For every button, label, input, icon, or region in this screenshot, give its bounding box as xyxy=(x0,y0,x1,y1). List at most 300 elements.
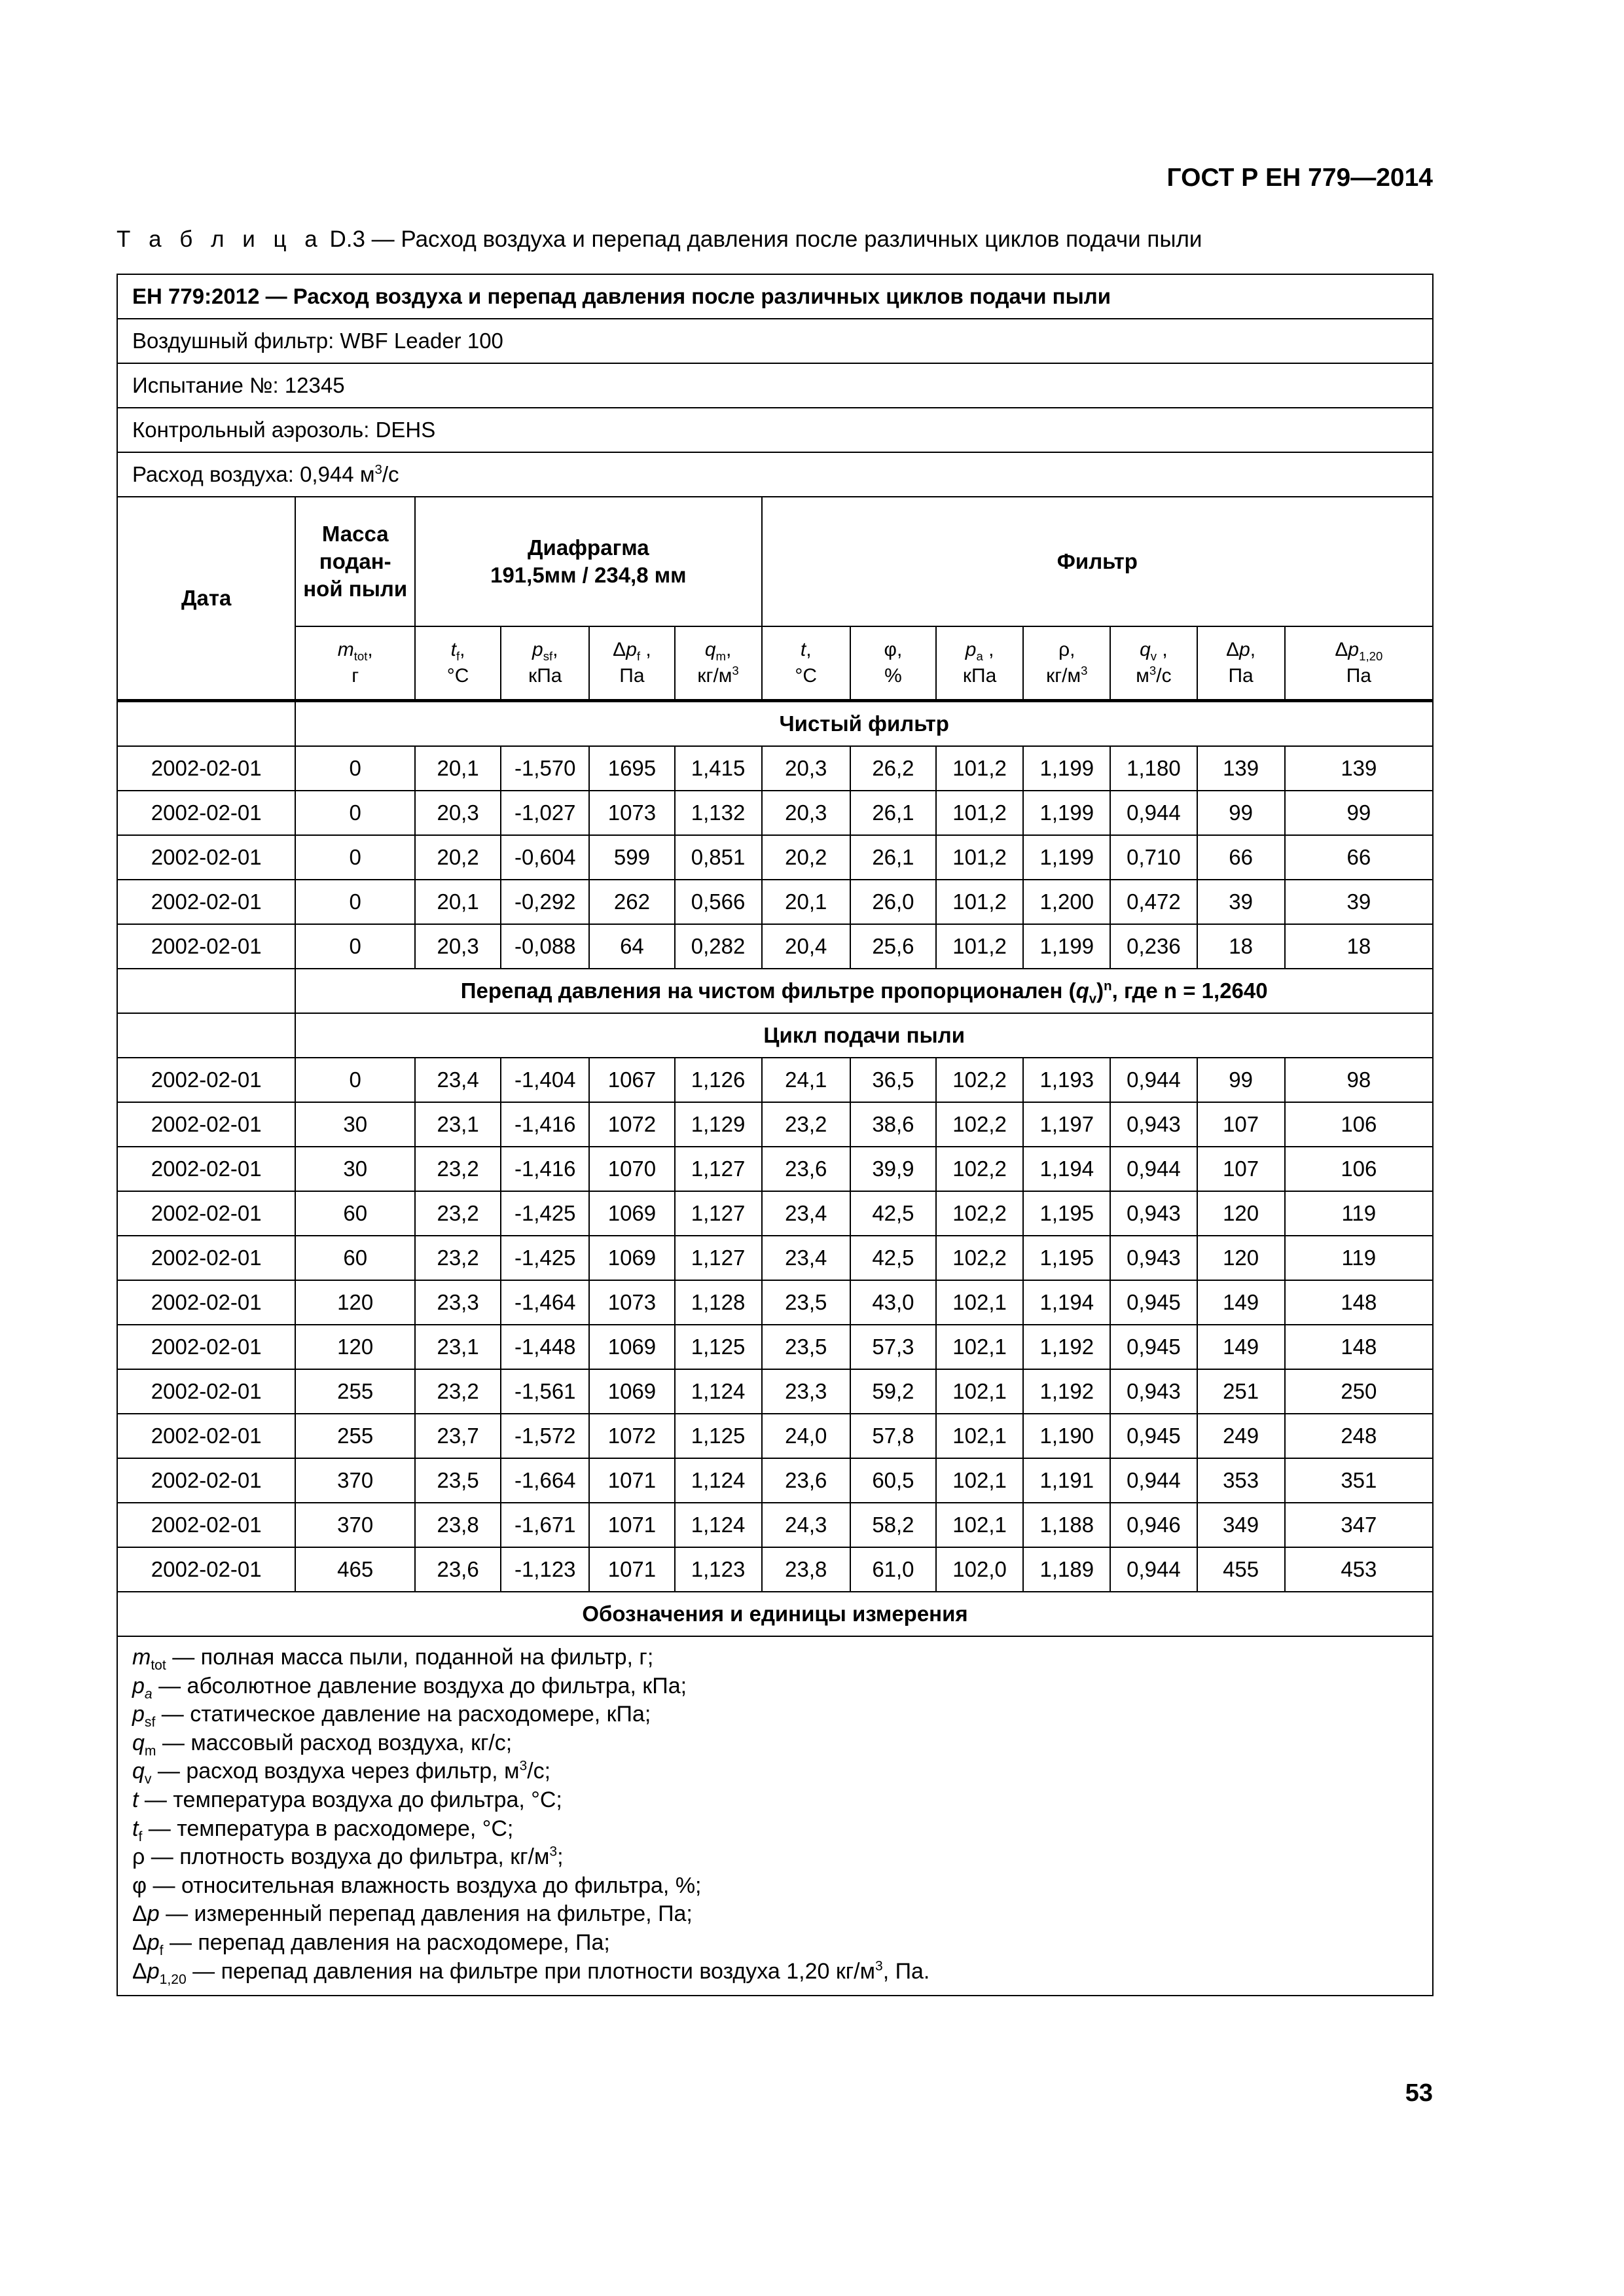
table-row xyxy=(117,1236,1433,1280)
table-cell: 20,3 xyxy=(415,791,501,835)
table-cell: 43,0 xyxy=(850,1280,936,1325)
table-cell: 255 xyxy=(295,1414,415,1458)
table-row xyxy=(117,1414,1433,1458)
table-row xyxy=(117,1191,1433,1236)
table-cell: 106 xyxy=(1285,1102,1433,1147)
table-cell: 120 xyxy=(295,1280,415,1325)
table-cell: -1,464 xyxy=(501,1280,589,1325)
table-caption xyxy=(117,226,1202,253)
table-cell: 57,8 xyxy=(850,1414,936,1458)
table-cell: 102,1 xyxy=(936,1503,1023,1547)
info-aerosol: Контрольный аэрозоль: DEHS xyxy=(117,408,1433,452)
table-row xyxy=(117,1369,1433,1414)
table-cell: 60 xyxy=(295,1236,415,1280)
table-cell: 1,190 xyxy=(1023,1414,1110,1458)
table-cell: 99 xyxy=(1197,791,1285,835)
unit-pa: кПа xyxy=(962,665,997,687)
col-qm: $q_m$, $кг/м^3$ xyxy=(675,626,762,701)
table-cell: 1,199 xyxy=(1023,746,1110,791)
table-cell: 1,123 xyxy=(675,1547,762,1592)
table-cell: 1,125 xyxy=(675,1414,762,1458)
unit-rho-sup: 3 xyxy=(1081,664,1088,677)
table-cell: 107 xyxy=(1197,1102,1285,1147)
table-cell: 26,2 xyxy=(850,746,936,791)
table-cell: 1,191 xyxy=(1023,1458,1110,1503)
table-cell: 102,2 xyxy=(936,1058,1023,1102)
table-cell: 99 xyxy=(1197,1058,1285,1102)
table-cell: 1,193 xyxy=(1023,1058,1110,1102)
unit-t: °C xyxy=(795,665,818,687)
table-cell: 1069 xyxy=(589,1236,674,1280)
table-cell: 0,944 xyxy=(1110,1147,1197,1191)
col-dp: Δp, Па xyxy=(1197,626,1285,701)
table-cell: 1,199 xyxy=(1023,791,1110,835)
table-cell: 23,2 xyxy=(415,1147,501,1191)
table-cell: 26,1 xyxy=(850,835,936,880)
legend-dp120: $\Delta p_{1,20}$ — перепад давления на фильтре при плотности воздуха 1,20 $кг/м^3$, Па. xyxy=(132,1958,930,1987)
table-cell: 102,2 xyxy=(936,1102,1023,1147)
legend-phi: φ — относительная влажность воздуха до фильтра, %; xyxy=(132,1873,702,1898)
table-row xyxy=(117,835,1433,880)
unit-qm: кг/м xyxy=(697,665,732,687)
table-cell: -1,416 xyxy=(501,1102,589,1147)
table-cell: 1,195 xyxy=(1023,1236,1110,1280)
unit-phi: % xyxy=(884,665,902,687)
table-cell: 18 xyxy=(1285,924,1433,969)
table-cell: 2002-02-01 xyxy=(117,791,295,835)
table-row xyxy=(117,1325,1433,1369)
header-filter: Фильтр xyxy=(762,497,1433,626)
table-cell: 148 xyxy=(1285,1280,1433,1325)
table-cell: 58,2 xyxy=(850,1503,936,1547)
table-cell: -0,088 xyxy=(501,924,589,969)
table-cell: 347 xyxy=(1285,1503,1433,1547)
table-cell: -1,671 xyxy=(501,1503,589,1547)
table-cell: 1,124 xyxy=(675,1458,762,1503)
table-cell: 57,3 xyxy=(850,1325,936,1369)
table-cell: 39,9 xyxy=(850,1147,936,1191)
table-cell: 1,127 xyxy=(675,1147,762,1191)
table-cell: 99 xyxy=(1285,791,1433,835)
table-cell: -0,604 xyxy=(501,835,589,880)
table-cell: 1,194 xyxy=(1023,1280,1110,1325)
table-row xyxy=(117,1547,1433,1592)
table-cell: 0 xyxy=(295,791,415,835)
table-cell: 101,2 xyxy=(936,791,1023,835)
col-rho: ρ, $кг/м^3$ xyxy=(1023,626,1110,701)
table-row xyxy=(117,924,1433,969)
table-cell: 23,3 xyxy=(415,1280,501,1325)
table-cell: 23,6 xyxy=(762,1458,850,1503)
table-cell: 149 xyxy=(1197,1280,1285,1325)
table-cell: 353 xyxy=(1197,1458,1285,1503)
table-cell: 1067 xyxy=(589,1058,674,1102)
legend-dpf: $\Delta p_f$ — перепад давления на расходомере, Па; xyxy=(132,1929,610,1958)
table-cell: -1,664 xyxy=(501,1458,589,1503)
table-row xyxy=(117,1503,1433,1547)
table-cell: 1,126 xyxy=(675,1058,762,1102)
col-mtot: $m_{tot}$, г xyxy=(295,626,415,701)
table-row xyxy=(117,1058,1433,1102)
table-cell: 119 xyxy=(1285,1236,1433,1280)
table-cell: 23,4 xyxy=(762,1191,850,1236)
table-cell: 0 xyxy=(295,1058,415,1102)
legend-qv: $q_v$ — расход воздуха через фильтр, $м^3/с$; xyxy=(132,1759,551,1787)
legend-tf: $t_f$ — температура в расходомере, °С; xyxy=(132,1816,514,1844)
header-diaphragm xyxy=(415,497,762,626)
col-pa: $p_a$ , кПа xyxy=(936,626,1023,701)
table-cell: 24,1 xyxy=(762,1058,850,1102)
table-cell: 36,5 xyxy=(850,1058,936,1102)
table-cell: 64 xyxy=(589,924,674,969)
caption-text: D.3 — Расход воздуха и перепад давления после различных циклов подачи пыли xyxy=(329,226,1202,252)
table-cell: 1071 xyxy=(589,1503,674,1547)
table-cell: 119 xyxy=(1285,1191,1433,1236)
legend-dp: Δp — измеренный перепад давления на фильтре, Па; xyxy=(132,1901,693,1927)
table-cell: 2002-02-01 xyxy=(117,1191,295,1236)
table-cell: 1,199 xyxy=(1023,835,1110,880)
table-cell: 23,8 xyxy=(415,1503,501,1547)
table-cell: 1069 xyxy=(589,1325,674,1369)
table-cell: 102,2 xyxy=(936,1147,1023,1191)
table-cell: 2002-02-01 xyxy=(117,1102,295,1147)
table-cell: -1,123 xyxy=(501,1547,589,1592)
table-cell: 0,944 xyxy=(1110,1058,1197,1102)
table-cell: 0,282 xyxy=(675,924,762,969)
table-cell: 20,4 xyxy=(762,924,850,969)
table-cell: 2002-02-01 xyxy=(117,1280,295,1325)
table-cell: 250 xyxy=(1285,1369,1433,1414)
table-cell: 1,127 xyxy=(675,1236,762,1280)
table-cell: 2002-02-01 xyxy=(117,1325,295,1369)
table-cell: 102,1 xyxy=(936,1325,1023,1369)
legend-t: t — температура воздуха до фильтра, °С; xyxy=(132,1787,562,1812)
col-t: t, °C xyxy=(762,626,850,701)
table-cell: 251 xyxy=(1197,1369,1285,1414)
table-cell: 1072 xyxy=(589,1102,674,1147)
table-cell: 23,5 xyxy=(762,1280,850,1325)
table-cell: 107 xyxy=(1197,1147,1285,1191)
table-cell: 23,8 xyxy=(762,1547,850,1592)
table-cell: 66 xyxy=(1285,835,1433,880)
page-number: 53 xyxy=(1405,2079,1433,2107)
table-cell: 20,1 xyxy=(415,880,501,924)
table-cell: 18 xyxy=(1197,924,1285,969)
unit-qv-sup: 3 xyxy=(1149,664,1157,677)
table-cell: 1,415 xyxy=(675,746,762,791)
table-cell: 0 xyxy=(295,746,415,791)
legend-block xyxy=(117,1636,1433,1996)
unit-qm-sup: 3 xyxy=(732,664,739,677)
table-cell: -1,425 xyxy=(501,1236,589,1280)
unit-psf: кПа xyxy=(528,665,562,687)
table-cell: 20,1 xyxy=(762,880,850,924)
section-clean: Чистый фильтр xyxy=(295,701,1433,747)
table-cell: 453 xyxy=(1285,1547,1433,1592)
table-cell: 98 xyxy=(1285,1058,1433,1102)
table-cell: 23,7 xyxy=(415,1414,501,1458)
table-cell: 2002-02-01 xyxy=(117,880,295,924)
table-cell: 139 xyxy=(1285,746,1433,791)
unit-tf: °C xyxy=(446,665,469,687)
table-cell: 23,6 xyxy=(762,1147,850,1191)
table-cell: 60,5 xyxy=(850,1458,936,1503)
table-cell: 1,189 xyxy=(1023,1547,1110,1592)
table-cell: 2002-02-01 xyxy=(117,1547,295,1592)
table-cell: 2002-02-01 xyxy=(117,835,295,880)
table-cell: 2002-02-01 xyxy=(117,1147,295,1191)
table-cell: -1,572 xyxy=(501,1414,589,1458)
table-row xyxy=(117,1458,1433,1503)
table-cell: 102,0 xyxy=(936,1547,1023,1592)
table-cell: 23,5 xyxy=(415,1458,501,1503)
table-cell: 101,2 xyxy=(936,835,1023,880)
table-cell: 1071 xyxy=(589,1547,674,1592)
table-cell: 120 xyxy=(295,1325,415,1369)
unit-rho: кг/м xyxy=(1046,665,1081,687)
table-cell: 1,132 xyxy=(675,791,762,835)
table-cell: 465 xyxy=(295,1547,415,1592)
table-cell: 42,5 xyxy=(850,1236,936,1280)
table-cell: 0,945 xyxy=(1110,1280,1197,1325)
table-cell: 0,943 xyxy=(1110,1236,1197,1280)
caption-label: Т а б л и ц а xyxy=(117,226,323,252)
table-row xyxy=(117,1147,1433,1191)
proportional-text: Перепад давления на чистом фильтре пропорционален ( xyxy=(460,978,1076,1003)
table-cell: 1073 xyxy=(589,1280,674,1325)
legend-rho: ρ — плотность воздуха до фильтра, $кг/м^3$; xyxy=(132,1844,564,1870)
proportional-exponent: , где n = 1,2640 xyxy=(1111,978,1268,1003)
table-cell: 61,0 xyxy=(850,1547,936,1592)
table-cell: 1,128 xyxy=(675,1280,762,1325)
table-cell: 102,1 xyxy=(936,1369,1023,1414)
legend-pa: $p_a$ — абсолютное давление воздуха до фильтра, кПа; xyxy=(132,1673,687,1702)
table-cell: 66 xyxy=(1197,835,1285,880)
table-cell: 39 xyxy=(1197,880,1285,924)
table-cell: 0,943 xyxy=(1110,1102,1197,1147)
section-cycle: Цикл подачи пыли xyxy=(295,1013,1433,1058)
table-cell: 1069 xyxy=(589,1369,674,1414)
table-cell: 39 xyxy=(1285,880,1433,924)
airflow-sup: 3 xyxy=(374,462,382,477)
table-cell: 1,124 xyxy=(675,1503,762,1547)
header-diaphragm-size: 191,5мм / 234,8 мм xyxy=(490,563,687,587)
table-cell: -1,448 xyxy=(501,1325,589,1369)
table-cell: 1071 xyxy=(589,1458,674,1503)
header-diaphragm-title: Диафрагма xyxy=(528,535,649,560)
table-cell: 1,188 xyxy=(1023,1503,1110,1547)
table-cell: -1,561 xyxy=(501,1369,589,1414)
data-table xyxy=(117,274,1434,1996)
table-cell: 248 xyxy=(1285,1414,1433,1458)
col-dp120: $\Delta p_{1,20}$ Па xyxy=(1285,626,1433,701)
table-cell: 1072 xyxy=(589,1414,674,1458)
table-cell: 149 xyxy=(1197,1325,1285,1369)
table-cell: 42,5 xyxy=(850,1191,936,1236)
section-cycle-empty xyxy=(117,1013,295,1058)
table-cell: 60 xyxy=(295,1191,415,1236)
table-cell: 20,3 xyxy=(415,924,501,969)
info-filter: Воздушный фильтр: WBF Leader 100 xyxy=(117,319,1433,363)
table-cell: 106 xyxy=(1285,1147,1433,1191)
table-cell: 102,2 xyxy=(936,1191,1023,1236)
table-cell: 370 xyxy=(295,1458,415,1503)
table-cell: -1,027 xyxy=(501,791,589,835)
table-cell: 0,944 xyxy=(1110,1547,1197,1592)
table-cell: 1,197 xyxy=(1023,1102,1110,1147)
table-cell: 20,2 xyxy=(415,835,501,880)
table-cell: 2002-02-01 xyxy=(117,1458,295,1503)
legend-mtot: $m_{tot}$ — полная масса пыли, поданной на фильтр, г; xyxy=(132,1645,654,1673)
table-cell: 1073 xyxy=(589,791,674,835)
table-cell: 370 xyxy=(295,1503,415,1547)
proportional-close: ) xyxy=(1096,978,1104,1003)
section-clean-empty xyxy=(117,701,295,747)
table-cell: 1070 xyxy=(589,1147,674,1191)
proportional-sup: n xyxy=(1104,978,1112,994)
table-cell: 20,1 xyxy=(415,746,501,791)
col-phi: φ, % xyxy=(850,626,936,701)
table-cell: 0,946 xyxy=(1110,1503,1197,1547)
table-row xyxy=(117,746,1433,791)
legend-title: Обозначения и единицы измерения xyxy=(117,1592,1433,1636)
table-cell: 255 xyxy=(295,1369,415,1414)
table-cell: 20,3 xyxy=(762,746,850,791)
table-cell: 23,6 xyxy=(415,1547,501,1592)
table-cell: 0,472 xyxy=(1110,880,1197,924)
table-cell: 139 xyxy=(1197,746,1285,791)
table-row xyxy=(117,880,1433,924)
table-cell: 599 xyxy=(589,835,674,880)
table-cell: 1,127 xyxy=(675,1191,762,1236)
table-cell: 0 xyxy=(295,924,415,969)
table-row xyxy=(117,1102,1433,1147)
unit-dp: Па xyxy=(1228,665,1254,687)
legend-psf: $p_{sf}$ — статическое давление на расходомере, кПа; xyxy=(132,1702,651,1730)
table-cell: 24,3 xyxy=(762,1503,850,1547)
table-cell: 351 xyxy=(1285,1458,1433,1503)
table-cell: 120 xyxy=(1197,1236,1285,1280)
table-cell: 0,945 xyxy=(1110,1414,1197,1458)
table-cell: 1,129 xyxy=(675,1102,762,1147)
col-psf: $p_{sf}$, кПа xyxy=(501,626,589,701)
table-row xyxy=(117,1280,1433,1325)
table-cell: 2002-02-01 xyxy=(117,1503,295,1547)
table-cell: 23,1 xyxy=(415,1102,501,1147)
table-cell: 30 xyxy=(295,1147,415,1191)
table-row xyxy=(117,791,1433,835)
table-cell: 0,944 xyxy=(1110,791,1197,835)
table-cell: -1,570 xyxy=(501,746,589,791)
table-cell: 38,6 xyxy=(850,1102,936,1147)
unit-qv: м xyxy=(1136,665,1149,687)
table-cell: 0,851 xyxy=(675,835,762,880)
table-cell: 262 xyxy=(589,880,674,924)
header-date: Дата xyxy=(117,497,295,701)
table-cell: 1,124 xyxy=(675,1369,762,1414)
table-cell: 23,2 xyxy=(762,1102,850,1147)
table-cell: 23,1 xyxy=(415,1325,501,1369)
table-cell: -0,292 xyxy=(501,880,589,924)
table-title: ЕН 779:2012 — Расход воздуха и перепад давления после различных циклов подачи пыли xyxy=(117,274,1433,319)
table-cell: 26,1 xyxy=(850,791,936,835)
proportional-empty xyxy=(117,969,295,1013)
table-cell: 23,4 xyxy=(415,1058,501,1102)
table-cell: 1695 xyxy=(589,746,674,791)
table-cell: 249 xyxy=(1197,1414,1285,1458)
table-cell: 101,2 xyxy=(936,924,1023,969)
standard-code: ГОСТ Р ЕН 779—2014 xyxy=(1166,164,1433,192)
table-cell: 349 xyxy=(1197,1503,1285,1547)
table-cell: 23,2 xyxy=(415,1369,501,1414)
table-cell: 101,2 xyxy=(936,746,1023,791)
table-cell: 23,3 xyxy=(762,1369,850,1414)
table-cell: 23,2 xyxy=(415,1236,501,1280)
table-cell: 1,200 xyxy=(1023,880,1110,924)
airflow-suffix: /с xyxy=(382,462,399,486)
unit-dp120: Па xyxy=(1346,665,1371,687)
table-cell: -1,416 xyxy=(501,1147,589,1191)
table-cell: 0,943 xyxy=(1110,1369,1197,1414)
table-cell: 23,2 xyxy=(415,1191,501,1236)
table-cell: 25,6 xyxy=(850,924,936,969)
col-qv: $q_v$ , $м^3/с$ xyxy=(1110,626,1197,701)
table-cell: 102,1 xyxy=(936,1280,1023,1325)
col-tf: $t_f$, °C xyxy=(415,626,501,701)
airflow-text: Расход воздуха: 0,944 м xyxy=(132,462,375,486)
unit-dpf: Па xyxy=(619,665,645,687)
table-cell: 1,195 xyxy=(1023,1191,1110,1236)
table-cell: 1,194 xyxy=(1023,1147,1110,1191)
info-test: Испытание №: 12345 xyxy=(117,363,1433,408)
table-cell: 24,0 xyxy=(762,1414,850,1458)
table-cell: 101,2 xyxy=(936,880,1023,924)
table-cell: -1,425 xyxy=(501,1191,589,1236)
table-cell: 1,192 xyxy=(1023,1369,1110,1414)
table-cell: 0,710 xyxy=(1110,835,1197,880)
table-cell: 102,1 xyxy=(936,1414,1023,1458)
table-cell: 23,5 xyxy=(762,1325,850,1369)
table-cell: 20,3 xyxy=(762,791,850,835)
table-cell: 2002-02-01 xyxy=(117,1236,295,1280)
table-cell: 1,199 xyxy=(1023,924,1110,969)
table-cell: 2002-02-01 xyxy=(117,1369,295,1414)
table-cell: 2002-02-01 xyxy=(117,1414,295,1458)
table-cell: 59,2 xyxy=(850,1369,936,1414)
unit-mtot: г xyxy=(352,665,359,687)
unit-qv-suffix: /с xyxy=(1156,665,1172,687)
table-cell: 0,236 xyxy=(1110,924,1197,969)
table-cell: -1,404 xyxy=(501,1058,589,1102)
table-cell: 102,2 xyxy=(936,1236,1023,1280)
table-cell: 30 xyxy=(295,1102,415,1147)
table-cell: 0,943 xyxy=(1110,1191,1197,1236)
info-airflow xyxy=(117,452,1433,497)
proportional-note: Перепад давления на чистом фильтре пропорционален $(q_v)^n$, где n = 1,2640 xyxy=(295,969,1433,1013)
table-cell: 0,566 xyxy=(675,880,762,924)
table-cell: 1069 xyxy=(589,1191,674,1236)
table-cell: 148 xyxy=(1285,1325,1433,1369)
table-cell: 20,2 xyxy=(762,835,850,880)
col-dpf: $\Delta p_f$ , Па xyxy=(589,626,674,701)
table-cell: 120 xyxy=(1197,1191,1285,1236)
table-cell: 23,4 xyxy=(762,1236,850,1280)
table-cell: 0 xyxy=(295,880,415,924)
table-cell: 455 xyxy=(1197,1547,1285,1592)
legend-qm: $q_m$ — массовый расход воздуха, кг/с; xyxy=(132,1730,513,1759)
table-cell: 26,0 xyxy=(850,880,936,924)
table-cell: 102,1 xyxy=(936,1458,1023,1503)
